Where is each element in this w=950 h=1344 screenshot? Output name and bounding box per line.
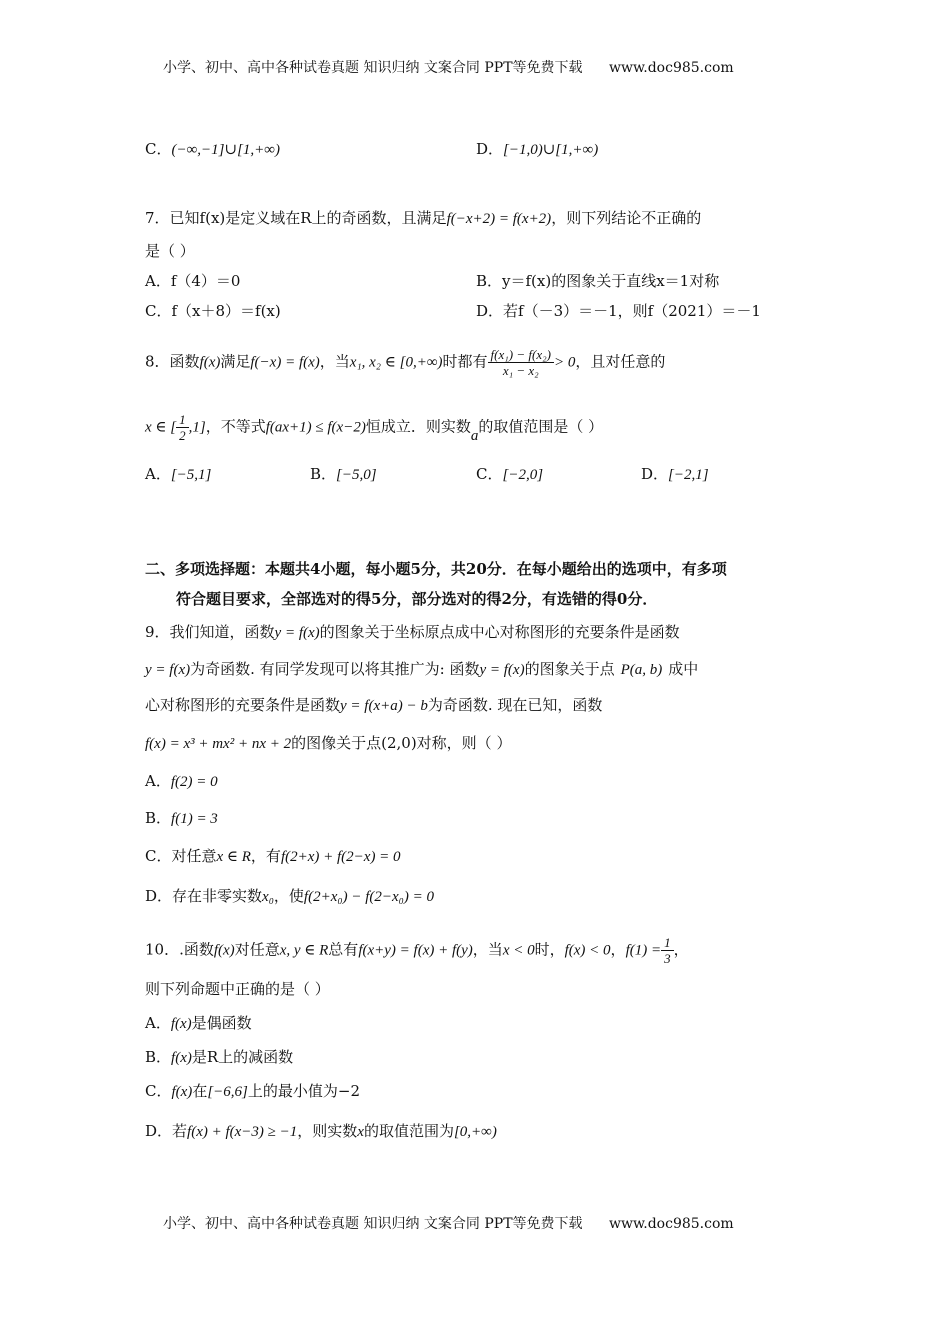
option-math: [−1,0)∪[1,+∞)	[503, 142, 599, 158]
q8-option-c	[476, 463, 543, 486]
q9-text: 的图像关于点(2,0)对称，则（ ）	[291, 734, 512, 752]
q9-text: 成中	[668, 660, 699, 678]
option-label: B．	[145, 809, 172, 827]
q10-math: f(1) =	[625, 942, 662, 959]
option-text: 在	[192, 1082, 208, 1100]
q7-option-a: A．f（4）＝0	[145, 272, 241, 290]
q10-text: 总有	[328, 940, 359, 959]
option-label: A．	[145, 1014, 171, 1032]
q8-option-a	[145, 463, 211, 486]
q7-text: 7．已知f(x)是定义域在R上的奇函数，且满足	[145, 209, 447, 227]
q8-text: 时都有	[442, 352, 488, 371]
fraction-denominator: x₁ − x₂	[502, 363, 539, 378]
option-label: A．	[145, 772, 171, 790]
footer-text: 小学、初中、高中各种试卷真题 知识归纳 文案合同 PPT等免费下载	[163, 1216, 583, 1232]
option-math: f(x) + f(x−3) ≥ −1	[187, 1124, 298, 1140]
option-label: D．存在非零实数	[145, 887, 263, 905]
q8-stem-line1	[145, 347, 665, 378]
q10-math: f(x)	[213, 942, 235, 959]
q8-text: ，且对任意的	[575, 352, 666, 371]
option-text: ，有	[250, 847, 281, 865]
q9-option-c	[145, 845, 401, 868]
option-math: f(x)	[171, 1084, 193, 1100]
q10-option-b	[145, 1046, 293, 1069]
option-text: ，使	[273, 887, 304, 905]
option-math: f(1) = 3	[171, 811, 218, 827]
option-label: C．	[476, 465, 503, 483]
q8-option-b	[310, 463, 377, 486]
q6-option-c	[145, 138, 280, 161]
option-math: [−6,6]	[207, 1084, 248, 1100]
option-text: 上的最小值为−2	[247, 1082, 360, 1100]
option-math: f(2) = 0	[170, 774, 218, 790]
option-label: C．	[145, 140, 172, 158]
option-text: ，则实数	[297, 1122, 358, 1140]
q9-text: 心对称图形的充要条件是函数	[145, 696, 341, 714]
option-label: A．	[145, 465, 171, 483]
q8-math: > 0	[553, 354, 576, 371]
q9-math: P(a, b)	[620, 662, 663, 678]
q10-text: ，当	[472, 940, 503, 959]
q10-text: 对任意	[234, 940, 280, 959]
option-math: [−5,1]	[170, 467, 212, 483]
q10-option-c	[145, 1080, 360, 1103]
q9-text: 为奇函数. 有同学发现可以将其推广为: 函数	[190, 660, 480, 678]
option-math: f(2+x) + f(2−x) = 0	[280, 849, 401, 865]
footer-site: www.doc985.com	[608, 1216, 734, 1232]
q7-text: ，则下列结论不正确的	[551, 209, 702, 227]
q8-math: x ∈ [	[145, 419, 177, 436]
q7-stem-line1	[145, 207, 701, 230]
q8-fraction	[488, 347, 554, 378]
page-header	[163, 57, 734, 79]
q8-half-fraction	[176, 412, 189, 443]
q8-text: 恒成立．则实数	[365, 417, 471, 436]
q8-math: a	[470, 427, 479, 444]
option-text: 是R上的减函数	[191, 1048, 294, 1066]
q9-stem-line4	[145, 732, 511, 755]
q7-option-c: C．f（x＋8）＝f(x)	[145, 302, 281, 320]
fraction-denominator: 3	[664, 951, 671, 966]
q10-text: 10．.函数	[145, 940, 214, 959]
q9-stem-line2	[145, 658, 698, 681]
q10-text: 时，	[534, 940, 565, 959]
q8-stem-line2	[145, 412, 603, 443]
q10-math: x, y ∈ R	[279, 942, 329, 959]
q10-option-a	[145, 1012, 252, 1035]
q8-math: f(ax+1) ≤ f(x−2)	[265, 419, 366, 436]
q9-option-a	[145, 770, 218, 793]
q9-text: 9．我们知道，函数	[145, 623, 275, 641]
q9-text: 为奇函数. 现在已知，函数	[427, 696, 603, 714]
q8-text: 的取值范围是（ ）	[478, 417, 604, 436]
option-label: B．	[310, 465, 337, 483]
q8-text: ，当	[319, 352, 350, 371]
option-math: x	[357, 1124, 364, 1140]
option-label: C．	[145, 1082, 172, 1100]
q8-math: f(x)	[199, 354, 221, 371]
q8-math: f(−x) = f(x)	[250, 354, 320, 371]
fraction-numerator: 1	[661, 935, 674, 951]
option-math: [−5,0]	[336, 467, 377, 483]
option-math: x ∈ R	[216, 849, 251, 865]
option-text: 的取值范围为	[363, 1122, 454, 1140]
option-math: [0,+∞)	[453, 1124, 497, 1140]
q7-stem-line2: 是（ ）	[145, 242, 195, 260]
q7-option-b: B．y＝f(x)的图象关于直线x＝1对称	[476, 272, 720, 290]
option-math: f(x)	[170, 1016, 192, 1032]
q8-text: ，不等式	[205, 417, 266, 436]
q10-fraction	[661, 935, 674, 966]
option-math: x₀	[262, 889, 274, 905]
q8-text: 8．函数	[145, 352, 200, 371]
q8-option-d	[641, 463, 709, 486]
q9-text: 的图象关于点	[524, 660, 615, 678]
section-2-subtitle: 符合题目要求，全部选对的得5分，部分选对的得2分，有选错的得0分．	[176, 590, 658, 608]
option-label: D．	[476, 140, 504, 158]
option-label: D．若	[145, 1122, 188, 1140]
q9-math: y = f(x)	[145, 662, 191, 678]
option-math: [−2,1]	[668, 467, 709, 483]
header-site: www.doc985.com	[608, 60, 734, 76]
q9-stem-line1	[145, 621, 680, 644]
option-label: B．	[145, 1048, 172, 1066]
page-footer	[163, 1213, 734, 1235]
option-math: (−∞,−1]∪[1,+∞)	[171, 142, 280, 158]
q6-option-d	[476, 138, 598, 161]
q10-text: ，	[673, 940, 689, 959]
fraction-numerator: 1	[176, 412, 189, 428]
q10-stem-line1	[145, 935, 689, 966]
header-text: 小学、初中、高中各种试卷真题 知识归纳 文案合同 PPT等免费下载	[163, 60, 583, 76]
fraction-denominator: 2	[179, 428, 186, 443]
option-label: D．	[641, 465, 669, 483]
q8-math: x₁, x₂ ∈ [0,+∞)	[349, 354, 443, 371]
q9-stem-line3	[145, 694, 602, 717]
q9-math: y = f(x)	[274, 625, 320, 641]
q7-option-d: D．若f（－3）＝－1，则f（2021）＝－1	[476, 302, 761, 320]
section-2-title: 二、多项选择题：本题共4小题，每小题5分，共20分．在每小题给出的选项中，有多项	[145, 560, 727, 578]
fraction-numerator: f(x₁) − f(x₂)	[488, 347, 554, 363]
option-math: f(2+x₀) − f(2−x₀) = 0	[303, 889, 434, 905]
q10-stem-line2: 则下列命题中正确的是（ ）	[145, 980, 330, 998]
q9-text: 的图象关于坐标原点成中心对称图形的充要条件是函数	[319, 623, 680, 641]
option-math: [−2,0]	[502, 467, 544, 483]
option-math: f(x)	[171, 1050, 192, 1066]
q9-option-d	[145, 885, 434, 908]
q9-math: y = f(x)	[479, 662, 525, 678]
q7-math: f(−x+2) = f(x+2)	[446, 211, 552, 227]
q10-math: f(x) < 0	[564, 942, 611, 959]
q9-option-b	[145, 807, 218, 830]
q10-option-d	[145, 1120, 497, 1143]
q10-text: ，	[610, 940, 626, 959]
option-text: 是偶函数	[191, 1014, 252, 1032]
q8-math: ,1]	[188, 419, 206, 436]
q9-math: y = f(x+a) − b	[340, 698, 428, 714]
q9-math: f(x) = x³ + mx² + nx + 2	[145, 736, 292, 752]
q10-math: x < 0	[502, 942, 535, 959]
option-label: C．对任意	[145, 847, 217, 865]
q8-text: 满足	[220, 352, 251, 371]
q10-math: f(x+y) = f(x) + f(y)	[358, 942, 473, 959]
